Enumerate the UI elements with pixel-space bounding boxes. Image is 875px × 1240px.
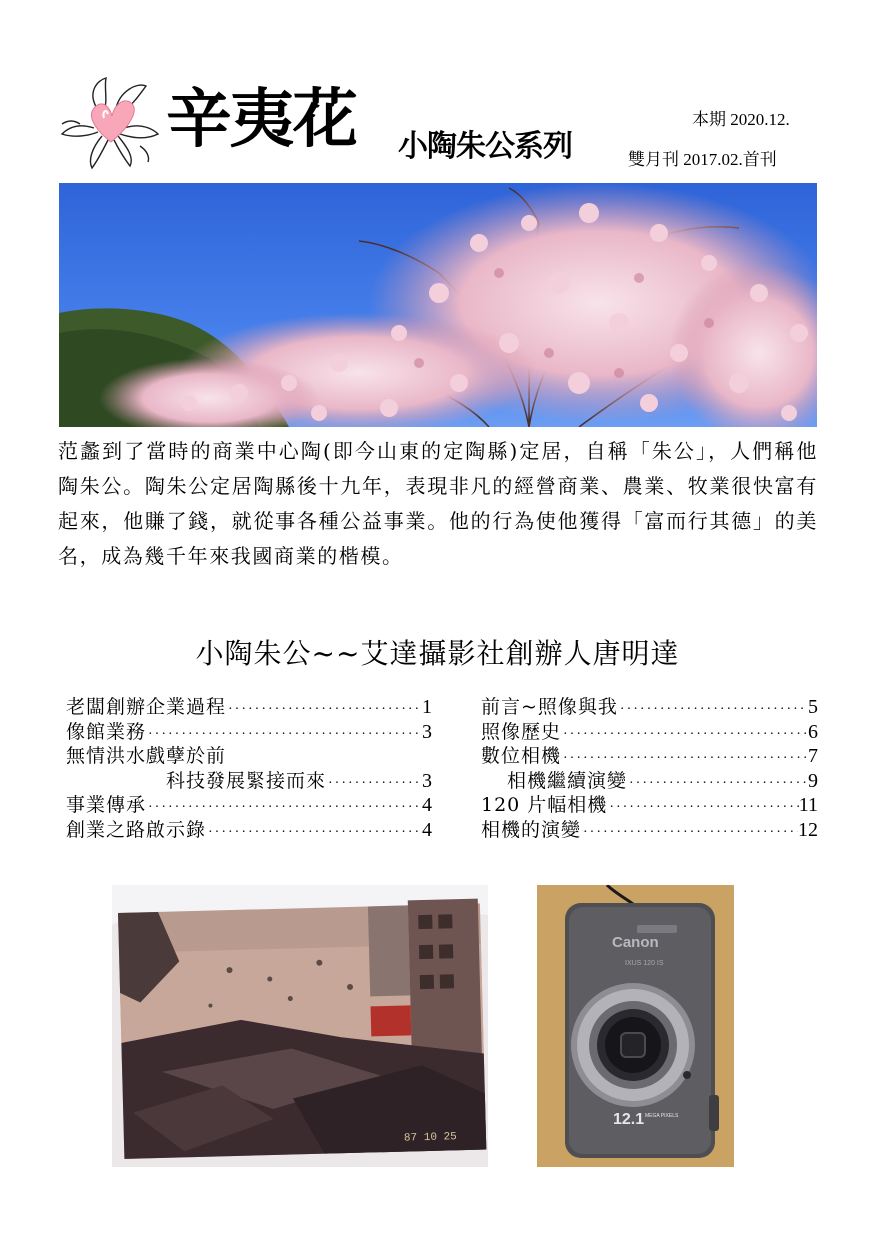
toc-entry-label: 數位相機 [481,745,562,767]
toc-entry-page: 1 [422,696,432,718]
toc-leader-dots [607,796,798,821]
toc-leader-dots [627,772,808,797]
magnolia-logo [58,72,166,172]
photo-date-stamp: 87 10 25 [403,1131,457,1145]
toc-entry-page: 4 [422,818,432,841]
toc-entry-label: 老闆創辦企業過程 [66,696,227,718]
toc-entry[interactable] [481,793,818,818]
toc-entry[interactable] [481,818,818,843]
toc-entry-page: 3 [422,720,432,743]
toc-entry[interactable] [66,720,432,745]
series-subtitle: 小陶朱公系列 [398,129,572,164]
toc-entry[interactable] [481,695,818,720]
toc-entry-label: 120 片幅相機 [481,794,608,816]
camera-megapixel-value: 12.1 [613,1111,645,1128]
toc-entry-label: 事業傳承 [66,794,147,816]
toc-entry[interactable] [66,818,432,843]
toc-entry-page: 5 [808,696,818,718]
toc-left-column [66,695,432,842]
camera-model-label: IXUS 120 IS [625,960,664,967]
toc-entry-page: 3 [422,769,432,792]
toc-entry[interactable] [481,769,818,794]
toc-entry-page: 12 [798,818,818,841]
flood-photo [112,885,488,1167]
toc-entry[interactable] [481,720,818,745]
toc-entry[interactable] [66,744,432,769]
masthead-title: 辛夷花 [166,82,356,157]
toc-right-column [481,695,818,842]
toc-entry-page: 11 [798,794,818,816]
issue-date: 本期 2020.12. [692,110,790,129]
intro-paragraph: 范蠡到了當時的商業中心陶(即今山東的定陶縣)定居，自稱「朱公」，人們稱他陶朱公。陶朱公定居陶縣後十九年，表現非凡的經營商業、農業、牧業很快富有起來，他賺了錢，就從事各種公益事業。他的行為使他獲得「富而行其德」的美名，成為幾千年來我國商業的楷模。 [58,439,818,568]
toc-leader-dots [206,821,422,846]
toc-entry[interactable] [66,793,432,818]
toc-entry[interactable] [66,695,432,720]
toc-leader-dots [326,772,422,797]
toc-entry-page: 9 [808,769,818,792]
camera-brand-label: Canon [612,934,659,951]
first-issue-date: 雙月刊 2017.02.首刊 [628,150,777,169]
toc-entry-label: 無情洪水戲孽於前 [66,745,227,767]
toc-entry-page: 7 [808,745,818,767]
toc-leader-dots [581,821,798,846]
toc-entry-label: 科技發展緊接而來 [166,769,327,792]
toc-entry[interactable] [66,769,432,794]
camera-megapixel-unit: MEGA PIXELS [645,1113,679,1119]
magnolia-tree-photo [59,183,817,427]
toc-entry-label: 照像歷史 [481,720,562,743]
toc-entry-label: 前言~照像與我 [481,696,618,718]
toc-entry-page: 4 [422,794,432,816]
toc-entry-page: 6 [808,720,818,743]
toc-leader-dots [226,698,422,723]
toc-leader-dots [561,723,808,748]
toc-entry-label: 相機繼續演變 [507,769,628,792]
toc-leader-dots [618,698,808,723]
toc-entry[interactable] [481,744,818,769]
section-title: 小陶朱公~~艾達攝影社創辦人唐明達 [195,637,680,670]
digital-camera-photo [537,885,734,1167]
toc-entry-label: 創業之路啟示錄 [66,818,207,841]
toc-entry-label: 相機的演變 [481,818,582,841]
toc-entry-label: 像館業務 [66,720,147,743]
